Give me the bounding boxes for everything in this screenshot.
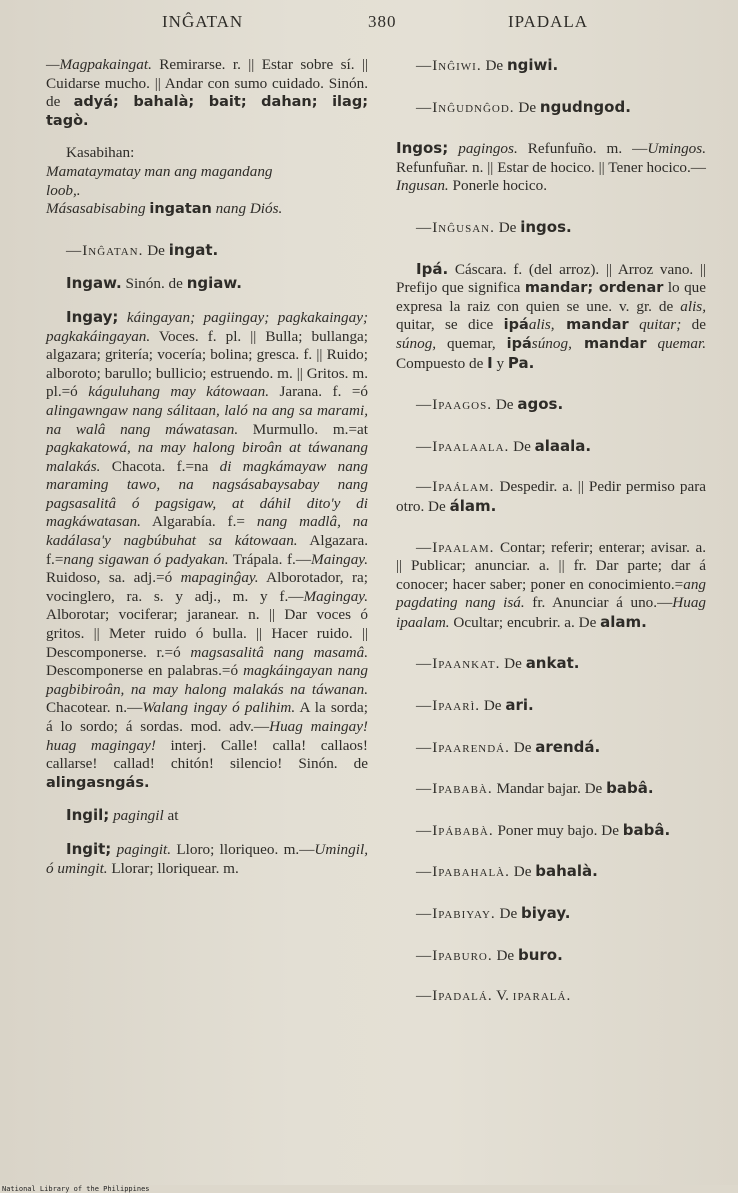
entry-ingudngod: —Inĝudnĝod. De ngudngod.: [416, 97, 631, 116]
entry-ipababa-bajo: —Ipábabà. Poner muy bajo. De babâ.: [416, 820, 671, 839]
entry-ingos: Ingos; pagingos. Refunfuño. m. —Umingos. Refunfuñar. n. || Estar de hocico. || Tener hocico.—Ingusan. Ponerle hocico.: [396, 139, 706, 195]
entry-ipaalam-contar: —Ipaalam. Contar; referir; enterar; avisar. a. || Publicar; anunciar. a. || fr. Dar parte; dar á conocer; hacer saber; poner en conocimiento.=ang pagdating nang isá. fr. Anunciar á uno.—Huag ipaalam. Ocultar; encubrir. a. De alam.: [396, 538, 707, 631]
entry-ingil: Ingil; pagingil at: [66, 806, 179, 825]
entry-ingusan: —Inĝusan. De ingos.: [416, 217, 572, 236]
left-column: [46, 56, 368, 878]
right-column: [396, 56, 706, 1006]
entry-ipabiyay: —Ipabiyay. De biyay.: [416, 904, 571, 923]
header-left-word: INĜATAN: [162, 12, 244, 31]
entry-magpakaingat: —Magpakaingat. Remirarse. r. || Estar sobre sí. || Cuidarse mucho. || Andar con sumo cuidado. Sinón. de adyá; bahalà; bait; dahan; ilag; tagò.: [46, 56, 368, 129]
page-number: 380: [368, 12, 397, 31]
entry-ipaankat: —Ipaankat. De ankat.: [416, 654, 580, 673]
entry-ipaarenda: —Ipaarendá. De arendá.: [416, 737, 601, 756]
kasabihan-line-3: Másasabisabing ingatan nang Diós.: [46, 200, 283, 218]
entry-ipaalaala: —Ipaalaala. De alaala.: [416, 436, 592, 455]
kasabihan-line-1: Mamataymatay man ang magandang: [46, 162, 273, 180]
entry-ipababa: —Ipababà. Mandar bajar. De babâ.: [416, 779, 654, 798]
kasabihan-line-2: loob,.: [46, 181, 81, 199]
entry-ingiwi: —Inĝiwi. De ngiwi.: [416, 56, 559, 74]
entry-ipaagos: —Ipaagos. De agos.: [416, 395, 564, 414]
entry-ipa: Ipá. Cáscara. f. (del arroz). || Arroz vano. || Prefijo que significa mandar; ordenar lo que expresa la raiz con quien se une. v. gr. de alis, quitar, se dice ipáalis, mandar quitar; de súnog, quemar, ipásúnog, mandar quemar. Compuesto de I y Pa.: [396, 259, 707, 372]
entry-ingay: Ingay; káingayan; pagiingay; pagkakaingay; pagkakáingayan. Voces. f. pl. || Bulla; bullanga; algazara; gritería; vocería; bolina; gresca. f. || Ruido; alboroto; barullo; bullicio; estruendo. m. || Gritos. m. pl.=ó káguluhang may kátowaan. Jarana. f. =ó alingawngaw nang sálitaan, laló na ang sa marami, na walâ nang máwatasan. Murmullo. m.=at pagkakatowá, na may halong biroân at táwanang malakás. Chacota. f.=na di magkámayaw nang maraming tawo, na nagsásabaysabay nang pagsasalitâ ó pagsigaw, at dáhil dito'y di magkáwatasan. Algarabía. f.= nang madlâ, na kadálasa'y nagbúbuhat sa kátowaan. Algazara. f.=nang sigawan ó padyakan. Trápala. f.—Maingay. Ruidoso, sa. adj.=ó mapaginĝay. Alborotador, ra; vocinglero, ra. s. y adj., m. y f.—Magingay. Alborotar; vociferar; jaranear. n. || Dar voces ó gritos. || Meter ruido ó bulla. || Hacer ruido. || Descomponerse. r.=ó magsasalitâ nang masamâ. Descomponerse en palabras.=ó magkáingayan nang pagbibiroân, na may halong malakás na táwanan. Chacotear. n.—Walang ingay ó palihim. A la sorda; á lo sordo; á sordas. mod. adv.—Huag maingay! huag magingay! interj. Calle! calla! callaos! callarse! callad! chitón! silencio! Sinón. de alingasngás.: [46, 307, 369, 791]
entry-ipaalam-despedir: —Ipaálam. Despedir. a. || Pedir permiso para otro. De álam.: [396, 478, 706, 515]
entry-ipadala: —Ipadalá. V. iparalá.: [416, 987, 572, 1005]
library-credit: National Library of the Philippines: [2, 1185, 150, 1193]
header-right-word: IPADALA: [508, 12, 589, 31]
entry-ipaari: —Ipaarì. De ari.: [416, 696, 534, 715]
entry-ingit: Ingit; pagingit. Lloro; lloriqueo. m.—Umingil, ó umingit. Llorar; lloriquear. m.: [46, 839, 368, 877]
entry-ingatan: —Inĝatan. De ingat.: [66, 240, 219, 259]
kasabihan-label: Kasabihan:: [66, 144, 135, 162]
entry-ingaw: Ingaw. Sinón. de ngiaw.: [66, 274, 242, 293]
running-header: [0, 12, 738, 36]
entry-ipaburo: —Ipaburo. De buro.: [416, 945, 563, 964]
entry-ipabahala: —Ipabahalà. De bahalà.: [416, 862, 598, 881]
